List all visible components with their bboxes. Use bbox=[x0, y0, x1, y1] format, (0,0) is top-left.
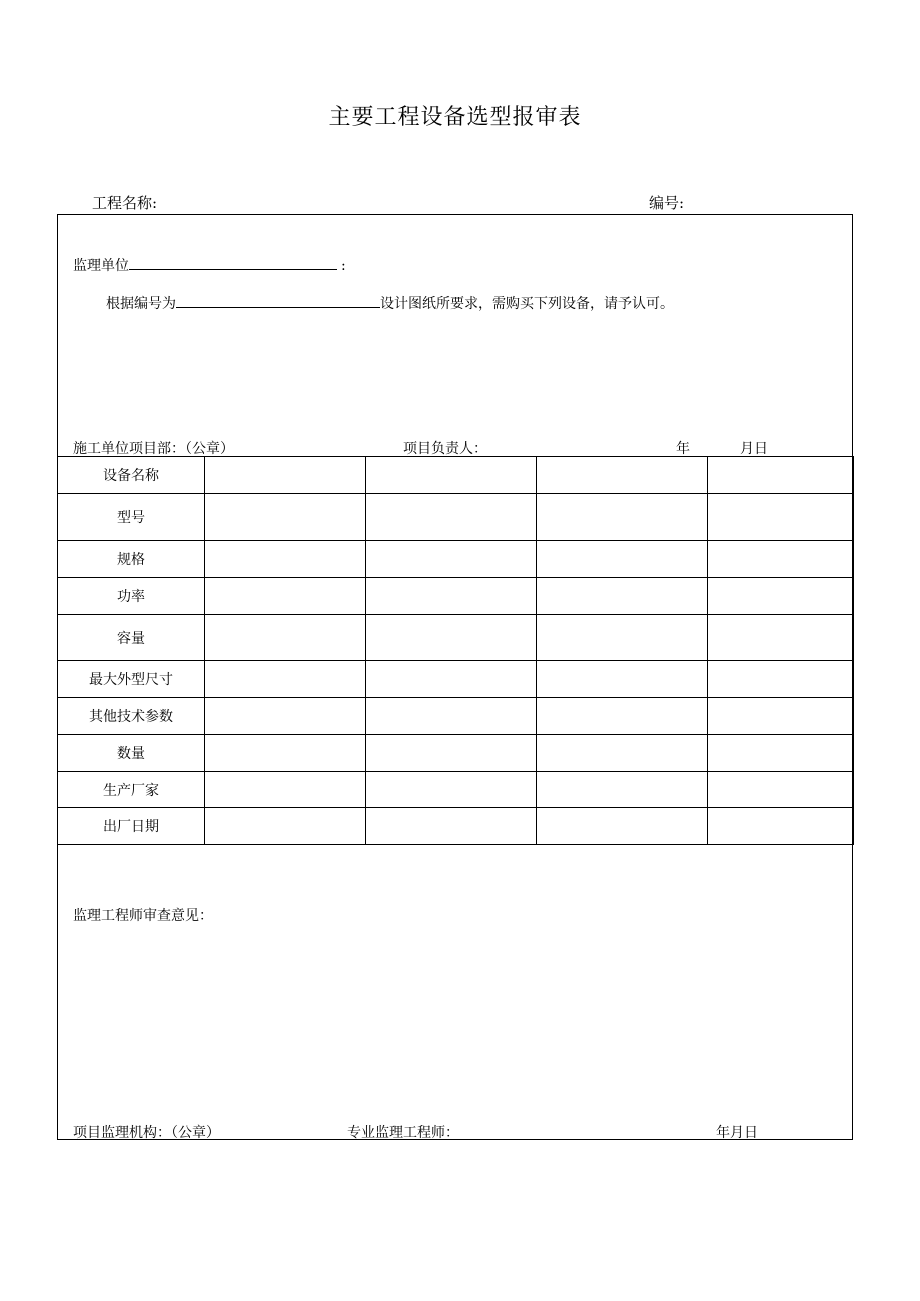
supervising-engineer-label: 专业监理工程师： bbox=[347, 1125, 459, 1141]
row-label: 出厂日期 bbox=[58, 808, 205, 845]
table-row bbox=[58, 494, 854, 541]
table-row bbox=[58, 541, 854, 578]
table-row bbox=[58, 772, 854, 808]
month-day-label: 月日 bbox=[740, 441, 768, 457]
request-prefix: 根据编号为 bbox=[106, 296, 176, 312]
table-cell[interactable] bbox=[205, 541, 366, 578]
table-cell[interactable] bbox=[366, 698, 537, 735]
table-cell[interactable] bbox=[205, 808, 366, 845]
table-cell[interactable] bbox=[205, 494, 366, 541]
contractor-label: 施工单位项目部：（公章） bbox=[73, 441, 234, 457]
table-cell[interactable] bbox=[537, 772, 708, 808]
serial-no-label: 编号: bbox=[649, 194, 685, 212]
request-line bbox=[106, 293, 674, 313]
table-row bbox=[58, 735, 854, 772]
year-label: 年 bbox=[676, 441, 690, 457]
table-cell[interactable] bbox=[537, 735, 708, 772]
table-cell[interactable] bbox=[205, 735, 366, 772]
supervisor-unit-blank[interactable] bbox=[129, 255, 337, 270]
row-label: 型号 bbox=[58, 494, 205, 541]
table-cell[interactable] bbox=[708, 661, 854, 698]
table-cell[interactable] bbox=[708, 735, 854, 772]
table-cell[interactable] bbox=[708, 615, 854, 661]
table-cell[interactable] bbox=[205, 615, 366, 661]
drawing-number-blank[interactable] bbox=[176, 293, 380, 308]
table-cell[interactable] bbox=[537, 615, 708, 661]
table-cell[interactable] bbox=[537, 541, 708, 578]
table-cell[interactable] bbox=[366, 772, 537, 808]
row-label: 容量 bbox=[58, 615, 205, 661]
table-cell[interactable] bbox=[708, 808, 854, 845]
row-label: 其他技术参数 bbox=[58, 698, 205, 735]
table-row bbox=[58, 578, 854, 615]
row-label: 功率 bbox=[58, 578, 205, 615]
table-cell[interactable] bbox=[366, 457, 537, 494]
to-colon: : bbox=[341, 258, 346, 274]
table-cell[interactable] bbox=[205, 457, 366, 494]
equipment-table bbox=[57, 456, 854, 845]
table-cell[interactable] bbox=[366, 808, 537, 845]
table-cell[interactable] bbox=[537, 661, 708, 698]
table-cell[interactable] bbox=[366, 615, 537, 661]
row-label: 数量 bbox=[58, 735, 205, 772]
table-cell[interactable] bbox=[537, 578, 708, 615]
row-label: 最大外型尺寸 bbox=[58, 661, 205, 698]
table-cell[interactable] bbox=[537, 808, 708, 845]
table-row bbox=[58, 661, 854, 698]
table-cell[interactable] bbox=[537, 457, 708, 494]
form-title: 主要工程设备选型报审表 bbox=[328, 105, 582, 130]
table-cell[interactable] bbox=[205, 578, 366, 615]
table-cell[interactable] bbox=[366, 494, 537, 541]
table-cell[interactable] bbox=[366, 578, 537, 615]
table-row bbox=[58, 615, 854, 661]
table-cell[interactable] bbox=[366, 541, 537, 578]
table-cell[interactable] bbox=[708, 772, 854, 808]
table-cell[interactable] bbox=[708, 541, 854, 578]
table-cell[interactable] bbox=[537, 698, 708, 735]
request-suffix: 设计图纸所要求，需购买下列设备，请予认可。 bbox=[380, 296, 674, 312]
table-cell[interactable] bbox=[708, 578, 854, 615]
supervision-org-label: 项目监理机构：（公章） bbox=[73, 1125, 220, 1141]
table-cell[interactable] bbox=[366, 735, 537, 772]
table-cell[interactable] bbox=[205, 661, 366, 698]
table-cell[interactable] bbox=[205, 698, 366, 735]
to-label: 监理单位 bbox=[73, 258, 129, 274]
opinion-label: 监理工程师审查意见： bbox=[73, 908, 213, 924]
row-label: 生产厂家 bbox=[58, 772, 205, 808]
table-cell[interactable] bbox=[708, 698, 854, 735]
project-name-label: 工程名称: bbox=[92, 194, 158, 212]
table-cell[interactable] bbox=[537, 494, 708, 541]
table-cell[interactable] bbox=[708, 494, 854, 541]
table-cell[interactable] bbox=[205, 772, 366, 808]
table-row bbox=[58, 698, 854, 735]
table-cell[interactable] bbox=[708, 457, 854, 494]
row-label: 规格 bbox=[58, 541, 205, 578]
project-manager-label: 项目负责人： bbox=[403, 441, 487, 457]
row-label: 设备名称 bbox=[58, 457, 205, 494]
addressee-line bbox=[73, 255, 346, 275]
table-cell[interactable] bbox=[366, 661, 537, 698]
table-row bbox=[58, 808, 854, 845]
review-date-label: 年月日 bbox=[716, 1125, 758, 1141]
table-row bbox=[58, 457, 854, 494]
